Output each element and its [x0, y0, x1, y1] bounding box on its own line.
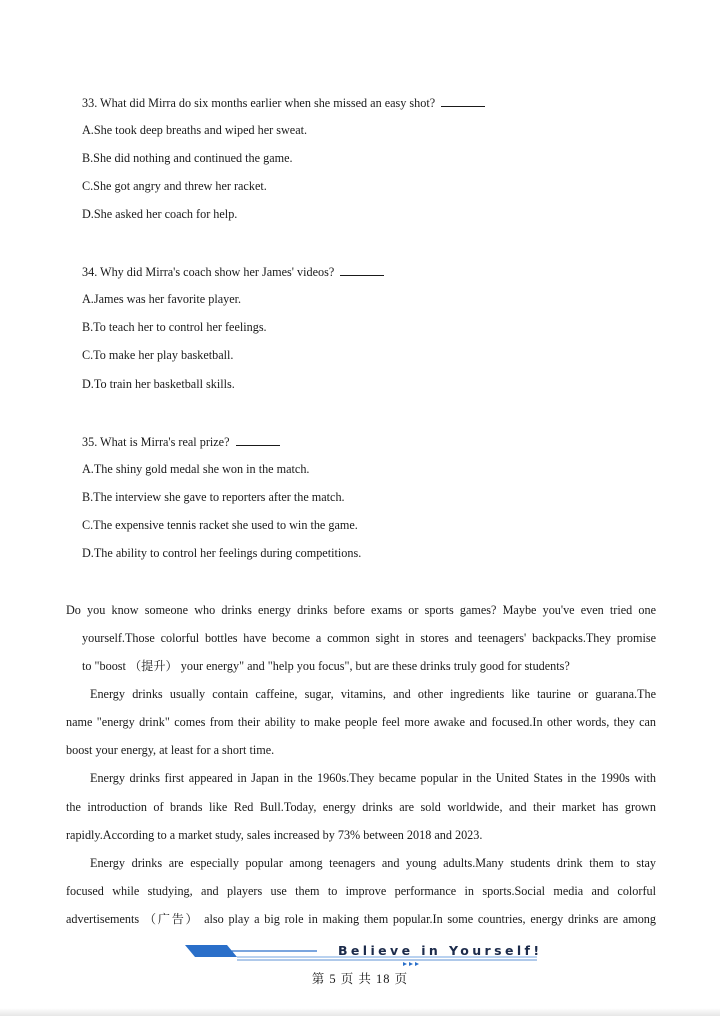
- footer-slogan: Believe in Yourself!: [338, 943, 543, 958]
- passage-line: Energy drinks first appeared in Japan in the 1960s.They became popular in the United States in the 1990s with: [90, 771, 656, 785]
- passage-line: focused while studying, and players use them to improve performance in sports.Social media and colorful: [66, 884, 656, 898]
- passage-line: yourself.Those colorful bottles have become a common sight in stores and teenagers' backpacks.They promise: [82, 631, 656, 645]
- option-a: A.James was her favorite player.: [82, 292, 242, 306]
- question-stem: 35. What is Mirra's real prize?: [82, 435, 230, 449]
- answer-blank[interactable]: [441, 94, 485, 107]
- option-b: B.She did nothing and continued the game.: [82, 151, 293, 165]
- option-c: C.To make her play basketball.: [82, 348, 234, 362]
- option-b: B.The interview she gave to reporters after the match.: [82, 490, 345, 504]
- passage-line: Energy drinks are especially popular among teenagers and young adults.Many students drink them to stay: [90, 856, 656, 870]
- option-a: A.The shiny gold medal she won in the match.: [82, 462, 310, 476]
- option-a: A.She took deep breaths and wiped her sweat.: [82, 123, 308, 137]
- answer-blank[interactable]: [236, 433, 280, 446]
- page-number: 第 5 页 共 18 页: [311, 972, 409, 986]
- passage-line: advertisements （广告） also play a big role in making them popular.In some countries, energy drinks are among: [66, 912, 656, 926]
- option-d: D.She asked her coach for help.: [82, 207, 238, 221]
- passage-line: rapidly.According to a market study, sales increased by 73% between 2018 and 2023.: [66, 828, 483, 842]
- option-b: B.To teach her to control her feelings.: [82, 320, 267, 334]
- option-c: C.The expensive tennis racket she used to win the game.: [82, 518, 358, 532]
- passage-line: Do you know someone who drinks energy drinks before exams or sports games? Maybe you've even tried one: [66, 603, 656, 617]
- page-bottom-edge: [0, 1008, 720, 1016]
- passage-line: the introduction of brands like Red Bull.Today, energy drinks are sold worldwide, and their market has grown: [66, 800, 656, 814]
- footer-arrow-icon: [415, 962, 419, 966]
- footer-arrow-icon: [409, 962, 413, 966]
- option-d: D.The ability to control her feelings during competitions.: [82, 546, 362, 560]
- option-c: C.She got angry and threw her racket.: [82, 179, 267, 193]
- option-d: D.To train her basketball skills.: [82, 377, 235, 391]
- passage-line: name "energy drink" comes from their ability to make people feel more awake and focused.In other words, they can: [66, 715, 656, 729]
- passage-line: to "boost （提升） your energy" and "help you focus", but are these drinks truly good for students?: [82, 659, 570, 673]
- passage-line: Energy drinks usually contain caffeine, sugar, vitamins, and other ingredients like taurine or guarana.The: [90, 687, 656, 701]
- question-stem: 34. Why did Mirra's coach show her James' videos?: [82, 265, 335, 279]
- answer-blank[interactable]: [340, 263, 384, 276]
- question-stem: 33. What did Mirra do six months earlier when she missed an easy shot?: [82, 96, 436, 110]
- footer-arrow-icon: [403, 962, 407, 966]
- passage-line: boost your energy, at least for a short time.: [66, 743, 275, 757]
